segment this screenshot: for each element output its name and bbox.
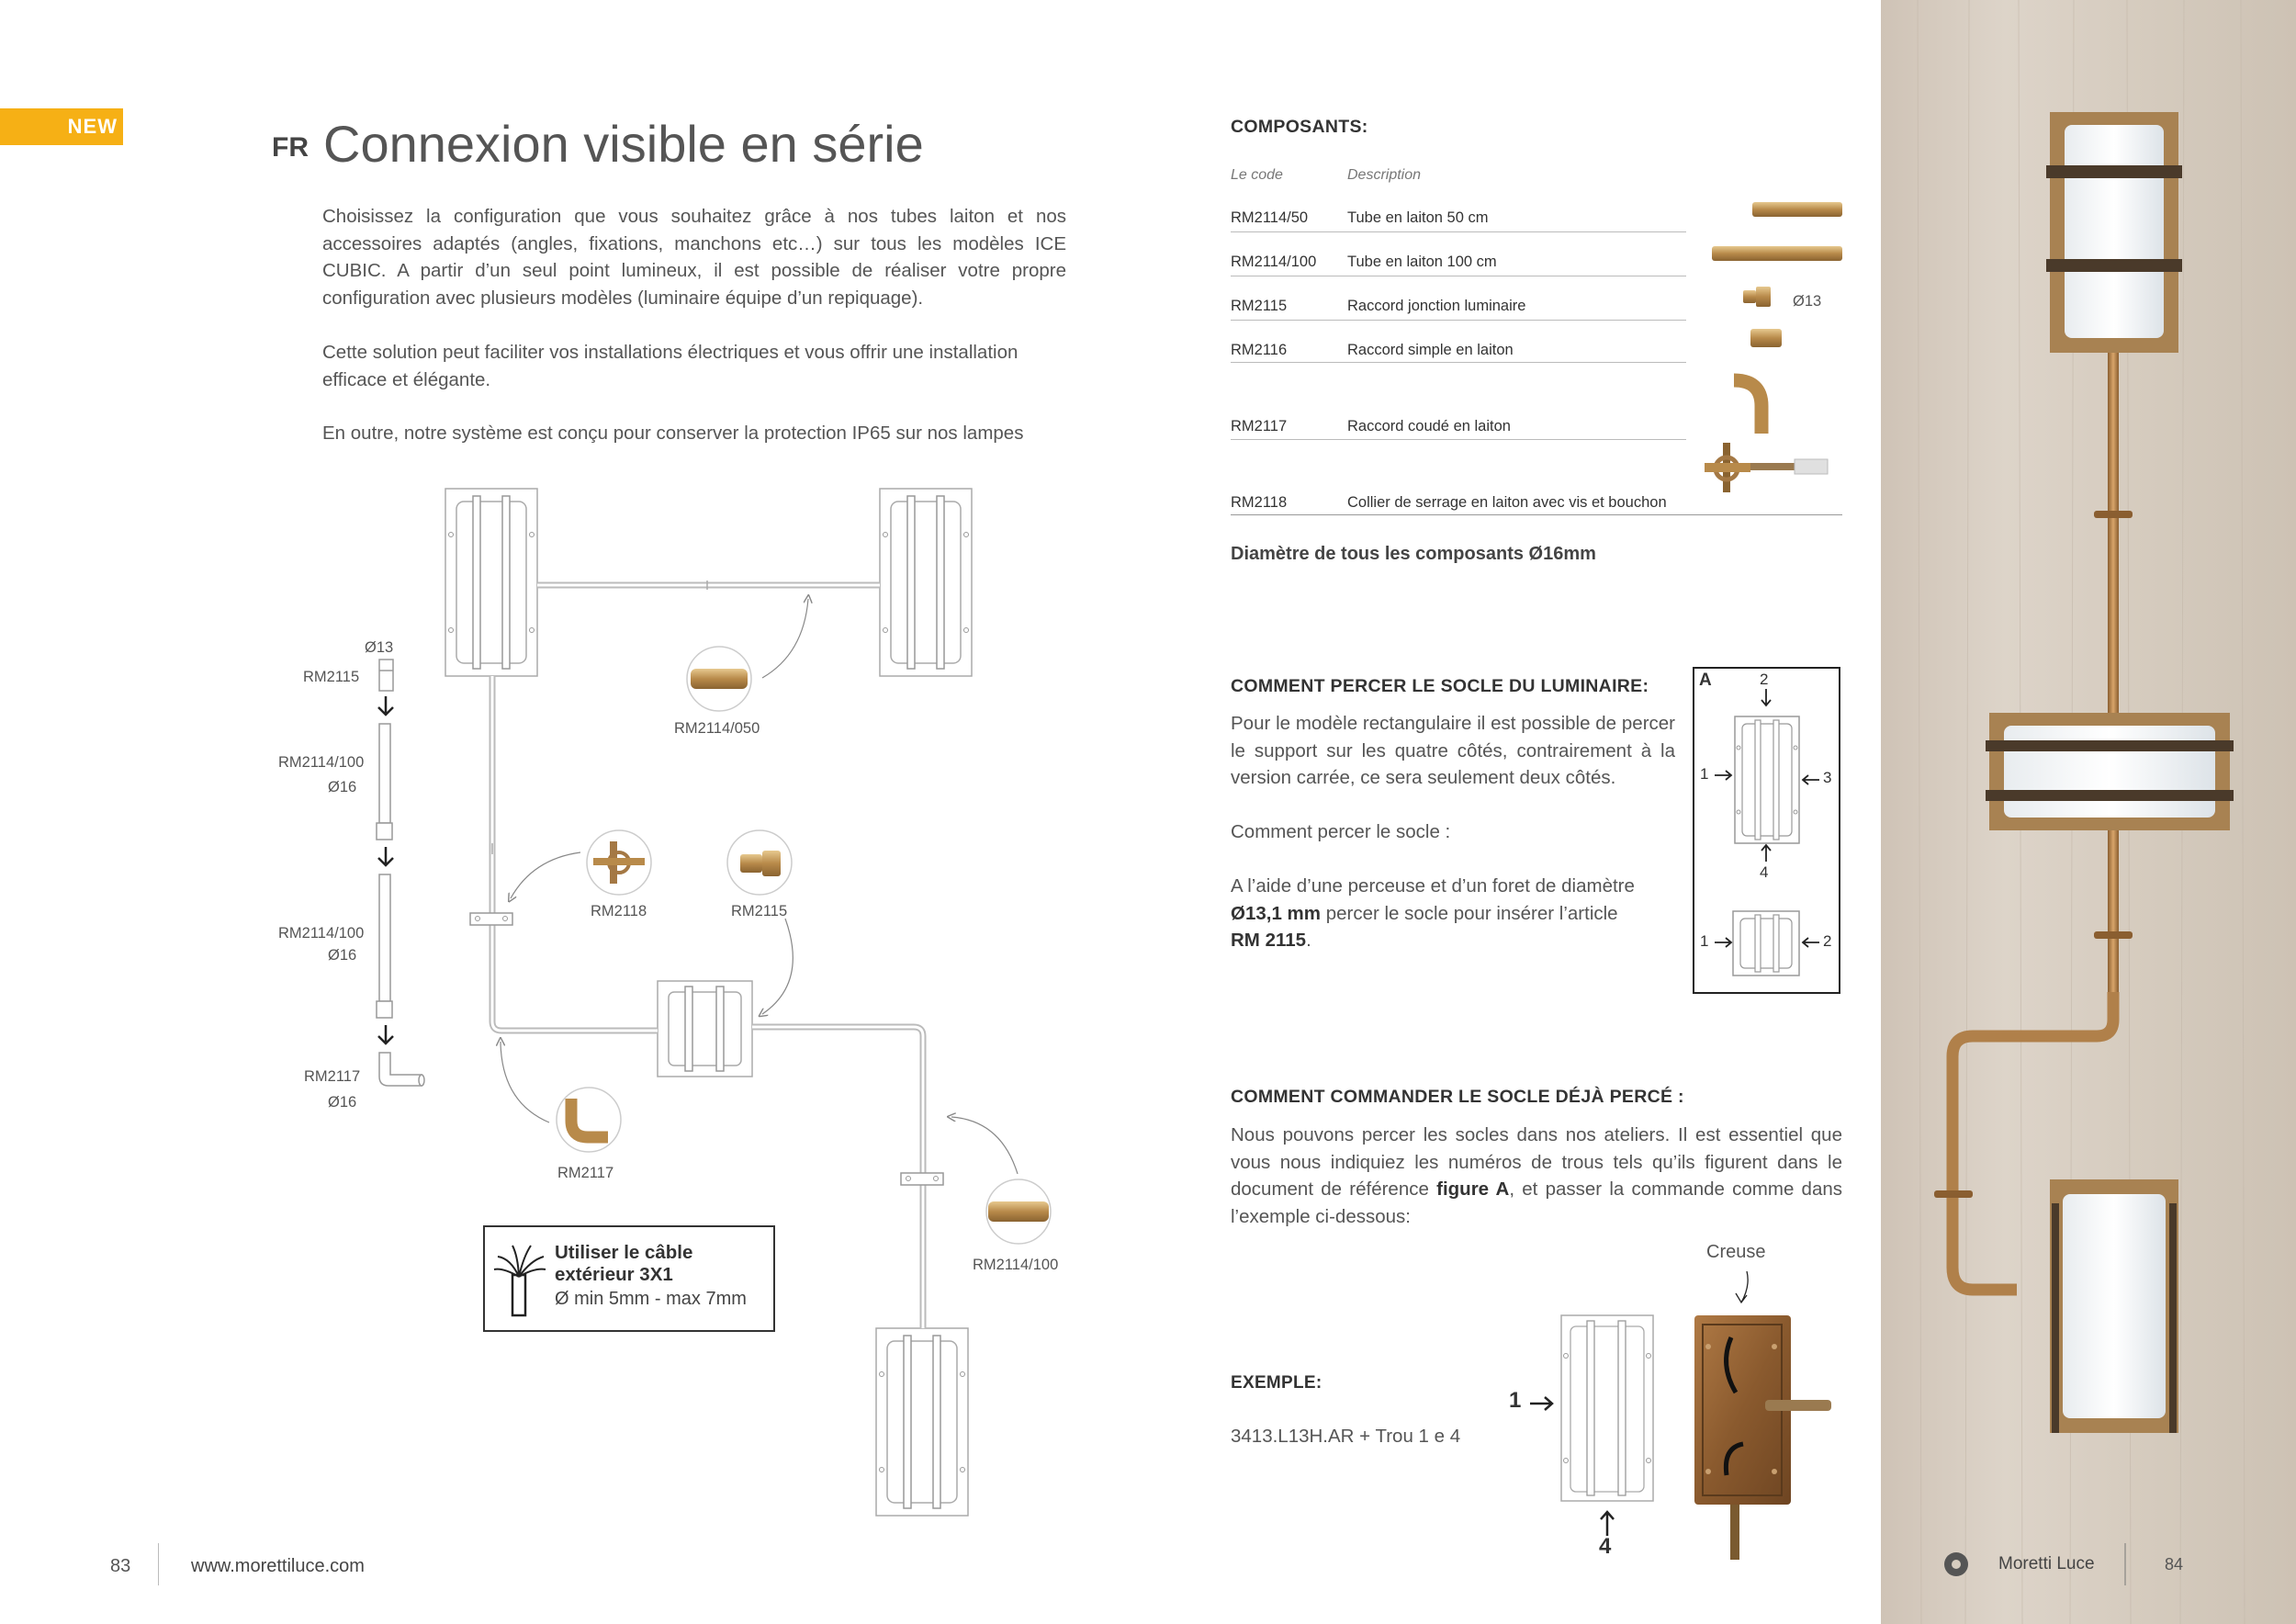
figure-side-3: 3 bbox=[1823, 769, 1832, 786]
cable-text-line2: extérieur 3X1 bbox=[555, 1264, 673, 1285]
bubble-tube-100 bbox=[986, 1179, 1051, 1244]
component-code: RM2114/100 bbox=[1231, 254, 1317, 270]
col-desc-header: Description bbox=[1347, 167, 1422, 183]
row-divider bbox=[1231, 362, 1686, 363]
component-code: RM2118 bbox=[1231, 494, 1288, 511]
col-code-header: Le code bbox=[1231, 167, 1283, 183]
clamp-right bbox=[901, 1173, 943, 1185]
tube-50-image bbox=[1752, 202, 1842, 217]
intro-paragraph-1: Choisissez la configuration que vous souhaitez grâce à nos tubes laiton et nos accessoires adaptés (angles, fixations, manchons etc…) sur tous les modèles ICE CUBIC. A partir d’un seul point lumineux, il est possible de réaliser votre propre configuration avec plusieurs modèles (luminaire équipe d’un repiquage). bbox=[322, 206, 1066, 309]
component-code: RM2114/50 bbox=[1231, 209, 1309, 226]
lamp-bottom bbox=[876, 1328, 968, 1516]
example-hole-4: 4 bbox=[1599, 1534, 1612, 1559]
component-code: RM2117 bbox=[1231, 418, 1288, 434]
intro-paragraph-2: Cette solution peut faciliter vos installations électriques et vous offrir une installation efficace et élégante. bbox=[322, 342, 1019, 390]
figure-side-2: 2 bbox=[1760, 671, 1769, 688]
language-code: FR bbox=[272, 132, 309, 163]
joint-image bbox=[1743, 287, 1771, 307]
example-value: 3413.L13H.AR + Trou 1 e 4 bbox=[1231, 1426, 1461, 1447]
joint-diameter-label: Ø13 bbox=[1793, 293, 1822, 310]
figure-lamp-square bbox=[1733, 911, 1799, 976]
component-thumbnails bbox=[1703, 193, 1850, 524]
exploded-parts bbox=[377, 660, 424, 1086]
component-desc: Raccord jonction luminaire bbox=[1347, 298, 1526, 314]
bubble-tube-050 bbox=[687, 647, 751, 711]
lamp-middle bbox=[658, 981, 752, 1077]
figure-square-side-2: 2 bbox=[1823, 932, 1832, 950]
example-heading: EXEMPLE: bbox=[1231, 1373, 1322, 1393]
brand-logo-icon bbox=[1944, 1552, 1968, 1576]
figure-side-4: 4 bbox=[1760, 863, 1769, 881]
page-number-left: 83 bbox=[110, 1556, 131, 1576]
lamp-top-left bbox=[445, 489, 537, 676]
diameter-note: Diamètre de tous les composants Ø16mm bbox=[1231, 544, 1596, 564]
part-rm2114-100-a: RM2114/100 bbox=[278, 754, 365, 771]
example-hole-1: 1 bbox=[1509, 1388, 1522, 1413]
figure-side-1: 1 bbox=[1700, 765, 1709, 783]
lamp-top-right bbox=[880, 489, 972, 676]
component-code: RM2115 bbox=[1231, 298, 1288, 314]
row-divider bbox=[1231, 320, 1686, 321]
cable-text-line1: Utiliser le câble bbox=[555, 1242, 693, 1263]
order-paragraph: Nous pouvons percer les socles dans nos ateliers. Il est essentiel que vous nous indiquiez les numéros de trous tels qu’ils figurent dans le document de référence figure A, et passer la commande comme dans l’exemple ci-dessous: bbox=[1231, 1124, 1843, 1227]
page-number-right: 84 bbox=[2165, 1555, 2184, 1573]
drill-heading: COMMENT PERCER LE SOCLE DU LUMINAIRE: bbox=[1231, 676, 1649, 696]
intro-paragraph-3: En outre, notre système est conçu pour conserver la protection IP65 sur nos lampes bbox=[322, 423, 1024, 444]
example-lamp-drawing bbox=[1561, 1315, 1653, 1501]
label-rm2114-050: RM2114/050 bbox=[674, 720, 760, 737]
bubble-joint bbox=[727, 830, 792, 895]
row-divider bbox=[1231, 439, 1686, 440]
components-heading: COMPOSANTS: bbox=[1231, 117, 1368, 137]
cable-callout bbox=[483, 1225, 775, 1332]
tube-100-image bbox=[1712, 246, 1842, 261]
elbow-image bbox=[1734, 380, 1761, 434]
label-rm2117: RM2117 bbox=[557, 1165, 614, 1181]
cable-icon bbox=[492, 1240, 547, 1321]
creuse-label: Creuse bbox=[1706, 1242, 1766, 1262]
website-link[interactable]: www.morettiluce.com bbox=[191, 1556, 365, 1576]
bubble-elbow bbox=[557, 1088, 621, 1152]
component-desc: Tube en laiton 100 cm bbox=[1347, 254, 1497, 270]
page-title: Connexion visible en série bbox=[323, 115, 924, 173]
order-heading: COMMENT COMMANDER LE SOCLE DÉJÀ PERCÉ : bbox=[1231, 1087, 1684, 1107]
figure-lamp-rect bbox=[1735, 716, 1799, 843]
footer-divider-left bbox=[158, 1543, 159, 1585]
drill-paragraph-2: Comment percer le socle : bbox=[1231, 821, 1451, 842]
figure-square-side-1: 1 bbox=[1700, 932, 1709, 950]
figure-a bbox=[1693, 667, 1840, 994]
part-rm2117: RM2117 bbox=[304, 1068, 361, 1085]
part-diameter-13: Ø13 bbox=[365, 639, 394, 656]
clamp-image bbox=[1705, 443, 1828, 492]
product-photo bbox=[1881, 0, 2296, 1624]
part-diameter-16-c: Ø16 bbox=[328, 1094, 357, 1111]
row-divider bbox=[1231, 231, 1686, 232]
component-desc: Raccord coudé en laiton bbox=[1347, 418, 1511, 434]
part-diameter-16-a: Ø16 bbox=[328, 779, 357, 795]
example-base-photo bbox=[1694, 1315, 1831, 1560]
component-desc: Raccord simple en laiton bbox=[1347, 342, 1514, 358]
part-rm2114-100-b: RM2114/100 bbox=[278, 925, 365, 942]
drill-paragraph-1: Pour le modèle rectangulaire il est possible de percer le support sur les quatre côtés, contrairement à la version carrée, ce sera seulement deux côtés. bbox=[1231, 713, 1675, 788]
figure-letter: A bbox=[1699, 671, 1712, 690]
drill-paragraph-3: A l’aide d’une perceuse et d’un foret de diamètre Ø13,1 mm percer le socle pour insérer l’article RM 2115. bbox=[1231, 875, 1635, 951]
component-code: RM2116 bbox=[1231, 342, 1288, 358]
component-desc: Collier de serrage en laiton avec vis et bouchon bbox=[1347, 494, 1667, 511]
coupler-image bbox=[1750, 329, 1782, 347]
component-desc: Tube en laiton 50 cm bbox=[1347, 209, 1489, 226]
part-rm2115: RM2115 bbox=[303, 669, 360, 685]
cable-text-line3: Ø min 5mm - max 7mm bbox=[555, 1289, 747, 1309]
part-diameter-16-b: Ø16 bbox=[328, 947, 357, 964]
label-rm2115: RM2115 bbox=[731, 903, 788, 919]
label-rm2114-100: RM2114/100 bbox=[973, 1257, 1059, 1273]
bubble-clamp bbox=[587, 830, 651, 895]
brand-name: Moretti Luce bbox=[1998, 1554, 2095, 1573]
new-badge: NEW bbox=[0, 108, 123, 145]
example-illustration bbox=[1506, 1264, 1846, 1567]
clamp-left bbox=[470, 913, 512, 925]
label-rm2118: RM2118 bbox=[591, 903, 647, 919]
